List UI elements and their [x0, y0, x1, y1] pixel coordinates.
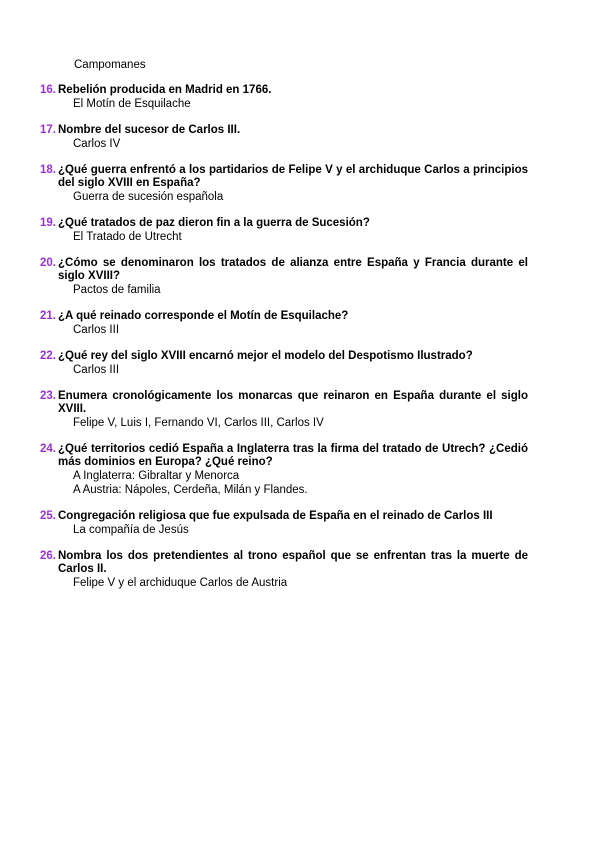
answer-text: El Tratado de Utrecht	[73, 231, 182, 243]
question-number: 16.	[40, 84, 56, 96]
question-text: ¿Qué rey del siglo XVIII encarnó mejor el modelo del Despotismo Ilustrado?	[58, 350, 473, 362]
question-body	[58, 164, 528, 204]
answer-text: A Austria: Nápoles, Cerdeña, Milán y Flandes.	[73, 484, 308, 496]
question-number: 24.	[40, 443, 56, 455]
question-item	[40, 350, 528, 377]
question-body	[58, 217, 528, 244]
answer-text: El Motín de Esquilache	[73, 98, 191, 110]
answer-text: Carlos IV	[73, 138, 121, 150]
question-item	[40, 390, 528, 430]
question-item	[40, 84, 528, 111]
answer-text: Pactos de familia	[73, 284, 161, 296]
question-number: 21.	[40, 310, 56, 322]
question-body	[58, 510, 528, 537]
question-number: 20.	[40, 257, 56, 269]
question-item	[40, 124, 528, 151]
question-number: 17.	[40, 124, 56, 136]
question-text: Rebelión producida en Madrid en 1766.	[58, 84, 272, 96]
question-body	[58, 124, 528, 151]
question-text: ¿Qué tratados de paz dieron fin a la guerra de Sucesión?	[58, 217, 370, 229]
continued-answer: Campomanes	[74, 59, 146, 71]
answer-text: A Inglaterra: Gibraltar y Menorca	[73, 470, 240, 482]
question-body	[58, 390, 528, 430]
question-text: ¿A qué reinado corresponde el Motín de Esquilache?	[58, 310, 349, 322]
question-number: 25.	[40, 510, 56, 522]
question-text: ¿Qué territorios cedió España a Inglaterra tras la firma del tratado de Utrech? ¿Cedió más dominios en Europa? ¿Qué reino?	[58, 443, 528, 468]
question-item	[40, 164, 528, 204]
question-body	[58, 257, 528, 297]
question-text: Nombre del sucesor de Carlos III.	[58, 124, 241, 136]
question-item	[40, 217, 528, 244]
question-body	[58, 443, 528, 497]
question-number: 26.	[40, 550, 56, 562]
question-item	[40, 510, 528, 537]
answer-text: Carlos III	[73, 364, 120, 376]
answer-text: Felipe V, Luis I, Fernando VI, Carlos III, Carlos IV	[73, 417, 324, 429]
question-item	[40, 443, 528, 497]
answer-text: La compañía de Jesús	[73, 524, 189, 536]
question-number: 23.	[40, 390, 56, 402]
question-text: ¿Qué guerra enfrentó a los partidarios de Felipe V y el archiduque Carlos a principios del siglo XVIII en España?	[58, 164, 528, 189]
answer-text: Carlos III	[73, 324, 120, 336]
question-body	[58, 84, 528, 111]
question-number: 18.	[40, 164, 56, 176]
answer-text: Felipe V y el archiduque Carlos de Austria	[73, 577, 288, 589]
question-text: Congregación religiosa que fue expulsada de España en el reinado de Carlos III	[58, 510, 493, 522]
question-body	[58, 310, 528, 337]
question-text: Nombra los dos pretendientes al trono español que se enfrentan tras la muerte de Carlos II.	[58, 550, 528, 575]
answer-text: Guerra de sucesión española	[73, 191, 224, 203]
question-item	[40, 550, 528, 590]
question-item	[40, 257, 528, 297]
question-item	[40, 310, 528, 337]
question-body	[58, 550, 528, 590]
question-text: Enumera cronológicamente los monarcas que reinaron en España durante el siglo XVIII.	[58, 390, 528, 415]
question-text: ¿Cómo se denominaron los tratados de alianza entre España y Francia durante el siglo XVIII?	[58, 257, 528, 282]
question-body	[58, 350, 528, 377]
question-number: 22.	[40, 350, 56, 362]
question-list	[40, 84, 528, 603]
question-number: 19.	[40, 217, 56, 229]
